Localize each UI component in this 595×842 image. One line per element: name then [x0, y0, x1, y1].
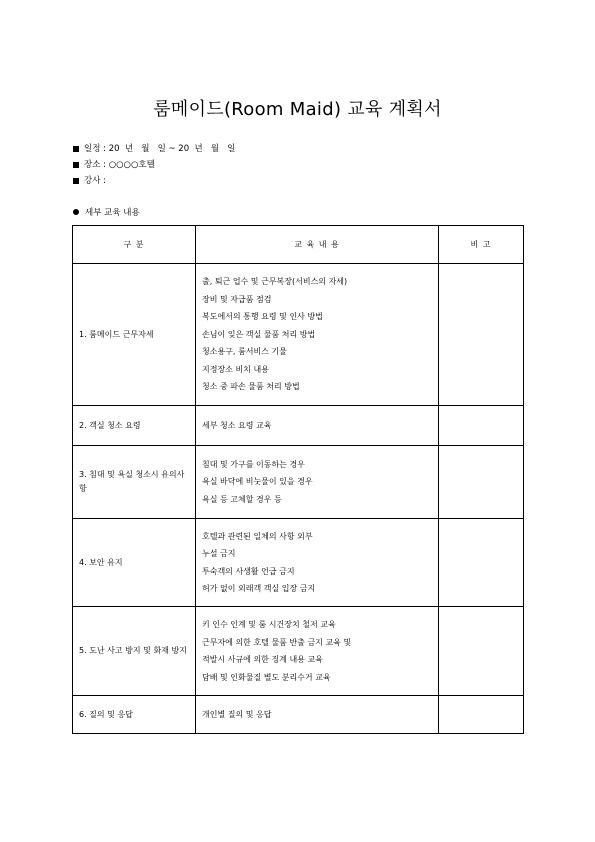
meta-instructor: 강사 : — [73, 173, 235, 189]
content-item: 욕실 등 고체할 경우 등 — [202, 494, 282, 504]
content-item: 청소 중 파손 물품 처리 방법 — [202, 382, 300, 392]
row-category: 5. 도난 사고 방지 및 화재 방지 — [73, 607, 196, 696]
row-content — [196, 406, 439, 446]
header-note: 비 고 — [439, 226, 524, 264]
table-row — [73, 519, 524, 607]
row-note — [439, 607, 524, 696]
row-content — [196, 607, 439, 696]
content-item: 담배 및 인화물질 별도 분리수거 교육 — [202, 672, 331, 682]
row-note — [439, 406, 524, 446]
square-bullet-icon — [73, 162, 79, 168]
meta-value: 20 년 월 일 ~ 20 년 월 일 — [108, 144, 236, 154]
content-item: 호텔과 관련된 일체의 사항 외부 — [202, 531, 313, 541]
section-title: 세부 교육 내용 — [85, 208, 140, 218]
content-item: 청소용구, 룸서비스 기물 — [202, 347, 287, 357]
row-note — [439, 696, 524, 734]
content-item: 개인별 질의 및 응답 — [202, 709, 272, 719]
row-category: 1. 룸메이드 근무자세 — [73, 264, 196, 406]
content-item: 손님이 잊은 객실 물품 처리 방법 — [202, 329, 316, 339]
document-title: 룸메이드(Room Maid) 교육 계획서 — [153, 99, 442, 120]
content-item: 장비 및 자급품 점검 — [202, 294, 272, 304]
table-row — [73, 406, 524, 446]
row-category: 2. 객실 청소 요령 — [73, 406, 196, 446]
row-category: 3. 침대 및 욕실 청소시 유의사항 — [73, 446, 196, 519]
content-item: 키 인수 인계 및 룸 시건장치 철저 교육 — [202, 620, 336, 629]
row-content — [196, 696, 439, 734]
row-note — [439, 264, 524, 406]
meta-label: 강사 — [84, 176, 101, 186]
content-item: 침대 및 가구를 이동하는 경우 — [202, 459, 305, 469]
table-row — [73, 446, 524, 519]
square-bullet-icon — [73, 178, 79, 184]
content-item: 지정장소 비치 내용 — [202, 364, 269, 374]
row-note — [439, 446, 524, 519]
row-content — [196, 264, 439, 406]
content-item: 세부 청소 요령 교육 — [202, 420, 272, 430]
table-row — [73, 696, 524, 734]
meta-value: ○○○○호텔 — [108, 160, 155, 170]
row-content — [196, 446, 439, 519]
row-note — [439, 519, 524, 607]
row-category: 4. 보안 유지 — [73, 519, 196, 607]
header-category: 구 분 — [73, 226, 196, 264]
meta-location: 장소 : ○○○○호텔 — [73, 157, 235, 173]
square-bullet-icon — [73, 146, 79, 152]
table-row — [73, 607, 524, 696]
circle-bullet-icon — [73, 209, 79, 215]
section-heading — [73, 206, 140, 218]
content-item: 적발시 사규에 의한 징계 내용 교육 — [202, 655, 323, 664]
content-item: 누설 금지 — [202, 549, 236, 558]
meta-label: 장소 — [84, 160, 101, 170]
content-item: 출, 퇴근 업수 및 근무복장(서비스의 자세) — [202, 277, 348, 287]
content-item: 복도에서의 통행 요령 및 인사 방법 — [202, 312, 323, 322]
content-item: 허가 없이 외래객 객실 입장 금지 — [202, 584, 316, 593]
row-content — [196, 519, 439, 607]
content-item: 투숙객의 사생활 언급 금지 — [202, 566, 295, 576]
meta-schedule: 일정 : 20 년 월 일 ~ 20 년 월 일 — [73, 141, 235, 157]
header-content: 교 육 내 용 — [196, 226, 439, 264]
table-row — [73, 264, 524, 406]
row-category: 6. 질의 및 응답 — [73, 696, 196, 734]
meta-block — [73, 141, 235, 189]
content-item: 욕실 바닥에 비눗물이 있을 경우 — [202, 477, 313, 487]
education-table — [72, 225, 524, 734]
meta-label: 일정 — [84, 144, 101, 154]
content-item: 근무자에 의한 호텔 물품 반출 금지 교육 및 — [202, 637, 352, 647]
table-header-row — [73, 226, 524, 264]
